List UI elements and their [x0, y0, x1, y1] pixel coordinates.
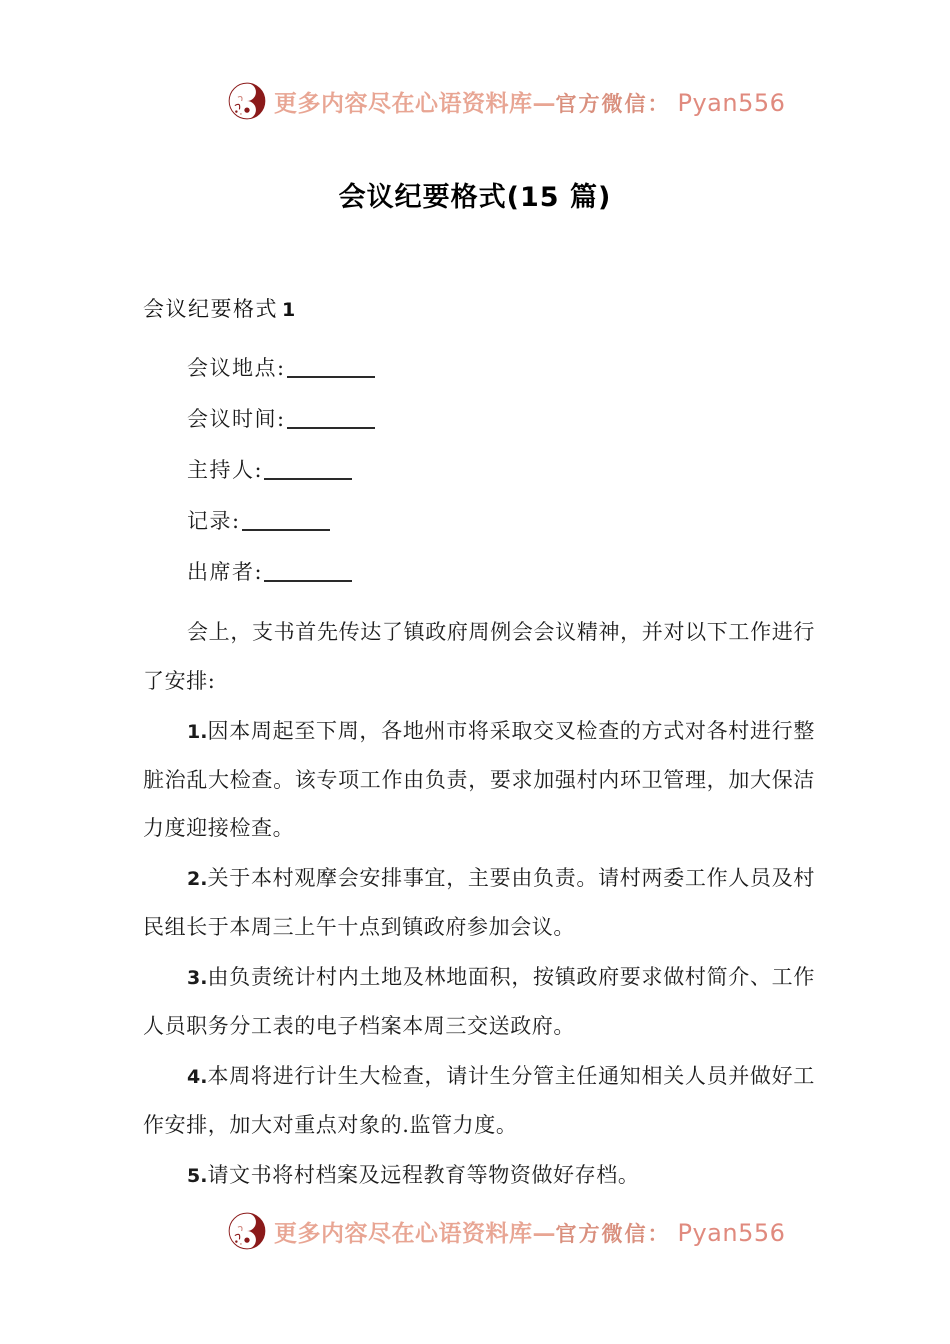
- section-heading-label: 会议纪要格式: [143, 297, 278, 321]
- watermark-top: [228, 82, 785, 120]
- field-recorder: [143, 506, 815, 536]
- watermark-main-text: 更多内容尽在心语资料库: [274, 89, 533, 117]
- paragraph-text: 由负责统计村内土地及林地面积，按镇政府要求做村简介、工作人员职务分工表的电子档案本周三交送政府。: [143, 965, 815, 1038]
- watermark-dash: —: [532, 89, 556, 117]
- watermark-dash: —: [532, 1219, 556, 1247]
- paragraph-number: 1.: [187, 721, 208, 743]
- watermark-bottom: [228, 1212, 785, 1250]
- field-host: [143, 455, 815, 485]
- paragraph-text: 请文书将村档案及远程教育等物资做好存档。: [207, 1163, 640, 1187]
- field-blank-underline[interactable]: [264, 560, 352, 582]
- field-label: 记录:: [187, 509, 241, 533]
- paragraph-text: 因本周起至下周，各地州市将采取交叉检查的方式对各村进行整脏治乱大检查。该专项工作由负责，要求加强村内环卫管理，加大保洁力度迎接检查。: [143, 719, 815, 840]
- field-label: 主持人:: [187, 458, 264, 482]
- paragraph-item-2: [143, 854, 815, 951]
- watermark-wechat-id: Pyan556: [677, 1218, 786, 1247]
- paragraph-intro: [143, 608, 815, 705]
- field-meeting-location: [143, 353, 815, 383]
- watermark-colon: ：: [647, 90, 669, 116]
- field-blank-underline[interactable]: [264, 458, 352, 480]
- paragraph-item-1: [143, 707, 815, 852]
- field-label: 会议地点:: [187, 356, 286, 380]
- field-blank-underline[interactable]: [287, 356, 375, 378]
- paragraph-text: 会上，支书首先传达了镇政府周例会会议精神，并对以下工作进行了安排:: [143, 620, 815, 693]
- section-heading: [143, 292, 815, 327]
- watermark-label: 官方微信: [555, 90, 648, 116]
- field-label: 会议时间:: [187, 407, 286, 431]
- field-meeting-time: [143, 404, 815, 434]
- paragraph-number: 2.: [187, 868, 208, 890]
- section-heading-number: 1: [282, 299, 296, 321]
- field-label: 出席者:: [187, 560, 264, 584]
- paragraph-number: 5.: [187, 1165, 208, 1187]
- watermark-label: 官方微信: [555, 1220, 648, 1246]
- watermark-main-text: 更多内容尽在心语资料库: [274, 1219, 533, 1247]
- paragraph-item-3: [143, 953, 815, 1050]
- watermark-wechat-id: Pyan556: [677, 88, 786, 117]
- document-body: [143, 292, 815, 1202]
- paragraph-item-4: [143, 1052, 815, 1149]
- field-blank-underline[interactable]: [287, 407, 375, 429]
- field-attendees: [143, 557, 815, 587]
- watermark-colon: ：: [647, 1220, 669, 1246]
- field-blank-underline[interactable]: [242, 509, 330, 531]
- paragraph-text: 本周将进行计生大检查，请计生分管主任通知相关人员并做好工作安排，加大对重点对象的.监管力度。: [143, 1064, 815, 1137]
- page-title: 会议纪要格式(15 篇): [338, 182, 612, 213]
- swirl-emblem-icon: [228, 82, 266, 120]
- swirl-emblem-icon: [228, 1212, 266, 1250]
- paragraph-number: 4.: [187, 1066, 208, 1088]
- paragraph-number: 3.: [187, 967, 208, 989]
- paragraph-text: 关于本村观摩会安排事宜，主要由负责。请村两委工作人员及村民组长于本周三上午十点到镇政府参加会议。: [143, 866, 815, 939]
- paragraph-item-5: [143, 1151, 815, 1200]
